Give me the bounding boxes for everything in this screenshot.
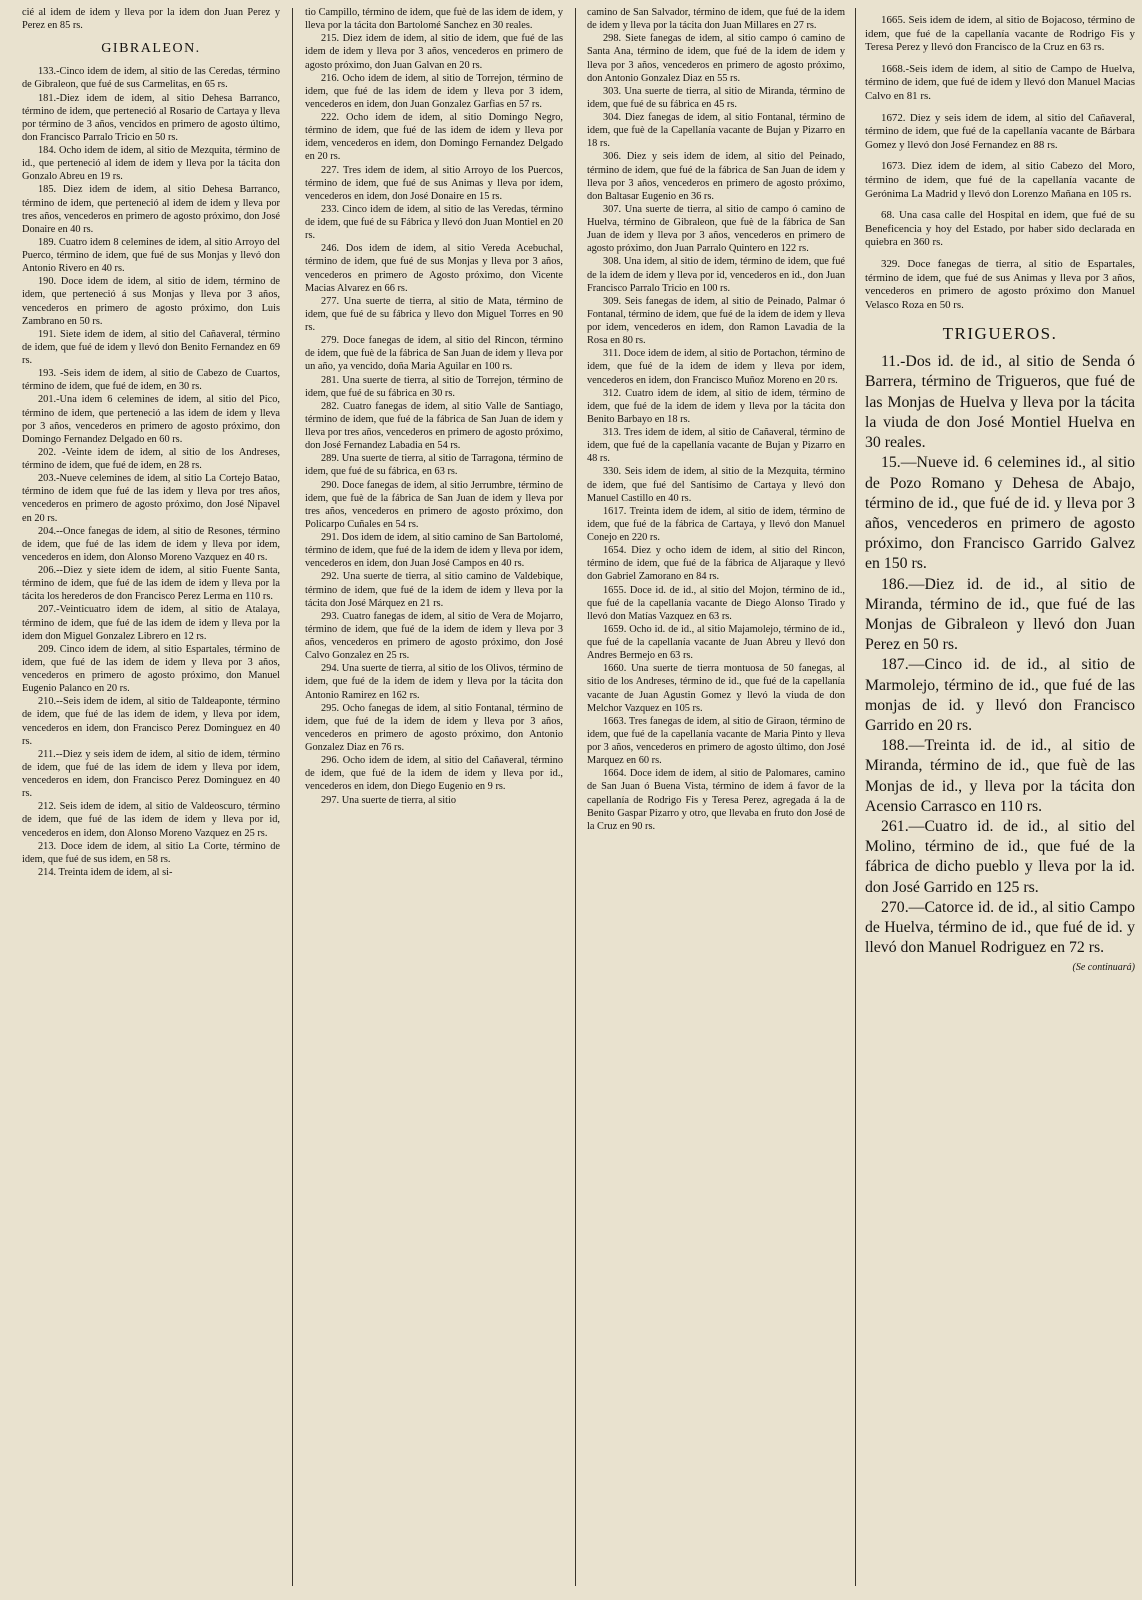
- listing-item: 214. Treinta idem de idem, al si-: [38, 866, 173, 878]
- listing-item: 209. Cinco idem de idem, al sitio Espartales, término de idem, que fué de las idem de idem y lleva por 3 años, vencederos en primero de agosto próximo, don Manuel Eugenio Palanco en 20 rs.: [22, 643, 280, 695]
- listing-item: 187.—Cinco id. de id., al sitio de Marmolejo, término de id., que fué de las monjas de id. y llevó don Francisco Garrido en 20 rs.: [865, 656, 1135, 734]
- paragraph: cié al idem de idem y lleva por la idem don Juan Perez y Perez en 85 rs.: [22, 7, 280, 32]
- section-heading-trigueros: TRIGUEROS.: [942, 324, 1058, 344]
- listing-item: 213. Doce idem de idem, al sitio La Corte, término de idem, que fué de sus idem, en 58 rs.: [22, 840, 280, 865]
- listing-item: 279. Doce fanegas de idem, al sitio del Rincon, término de idem, que fuè de la fábrica de San Juan de idem y lleva por un año, ya vencido, doña Maria Aguilar en 100 rs.: [305, 335, 563, 373]
- listing-item: 210.--Seis idem de idem, al sitio de Taldeaponte, término de idem, que fué de las idem de idem, y lleva por idem, vencederos en idem, don Francisco Perez Dominguez en 40 rs.: [22, 696, 280, 747]
- listing-item: 193. -Seis idem de idem, al sitio de Cabezo de Cuartos, término de idem, que fué de idem, en 30 rs.: [22, 368, 280, 393]
- listing-item: 188.—Treinta id. de id., al sitio de Miranda, término de id., que fuè de las Monjas de id., y lleva por la tácita don Acensio Carrasco en 110 rs.: [865, 737, 1135, 815]
- listing-list: [865, 352, 1135, 958]
- listing-item: 270.—Catorce id. de id., al sitio Campo de Huelva, término de id., que fué de id. y llevó don Manuel Rodriguez en 72 rs.: [865, 898, 1135, 957]
- listing-item: 1655. Doce id. de id., al sitio del Mojon, término de id., que fué de la capellanía vacante de Diego Alonso Tirado y llevó don Matías Vazquez en 63 rs.: [587, 584, 845, 622]
- listing-item: 282. Cuatro fanegas de idem, al sitio Valle de Santiago, término de idem, que fué de la fábrica de San Juan de idem y lleva por tres años, vencederos en primero de agosto próximo, don José Fernandez Labadia en 54 rs.: [305, 400, 563, 452]
- listing-item: 185. Diez idem de idem, al sitio Dehesa Barranco, término de idem, que perteneció al idem de idem y lleva por tres años, vencederos en primero de agosto próximo, don José Donaire en 40 rs.: [22, 184, 280, 235]
- listing-item: 201.-Una idem 6 celemines de idem, al sitio del Pico, término de idem, que perteneció a las idem de idem y lleva por 3 años, vencederos en primero de agosto próximo, don Domingo Fernandez Delgado en 60 rs.: [22, 394, 280, 445]
- listing-item: 1673. Diez idem de idem, al sitio Cabezo del Moro, término de idem, que fué de la capellanía vacante de Gerónima La Madrid y llevó don Lorenzo Mañana en 105 rs.: [865, 160, 1135, 200]
- listing-item: 261.—Cuatro id. de id., al sitio del Molino, término de id., que fué de la fábrica de dicho pueblo y lleva por la id. don José Garrido en 125 rs.: [865, 817, 1135, 896]
- continued-note: (Se continuará): [1072, 962, 1135, 974]
- listing-list: [305, 32, 563, 806]
- listing-item: 312. Cuatro idem de idem, al sitio de idem, término de idem, que fué de la idem de idem y lleva por la tácita don Benito Barbayo en 18 rs.: [587, 387, 845, 425]
- listing-list: [865, 14, 1135, 312]
- listing-item: 11.-Dos id. de id., al sitio de Senda ó Barrera, término de Trigueros, que fué de las Monjas de Huelva y lleva por la tácita la viuda de don José Montiel Huelva en 30 reales.: [865, 353, 1135, 452]
- listing-item: 1617. Treinta idem de idem, al sitio de idem, término de idem, que fué de la fábrica de Cartaya, y llevó don Manuel Conejo en 220 rs.: [587, 505, 845, 543]
- listing-item: 303. Una suerte de tierra, al sitio de Miranda, término de idem, que fué de su fábrica en 45 rs.: [587, 85, 845, 110]
- section-heading-gibraleon: GIBRALEON.: [101, 41, 201, 57]
- listing-item: 204.--Once fanegas de idem, al sitio de Resones, término de idem, que fué de las idem de idem y lleva por idem, vencederos en idem, don Alonso Moreno Vazquez en 40 rs.: [22, 525, 280, 563]
- column-rule: [575, 8, 576, 1586]
- listing-item: 212. Seis idem de idem, al sitio de Valdeoscuro, término de idem, que fué de las idem de idem y lleva por id, vencederos en idem, don Alonso Moreno Vazquez en 25 rs.: [22, 801, 280, 839]
- listing-item: 186.—Diez id. de id., al sitio de Miranda, término de id., que fué de las Monjas de Gibraleon y llevó don Juan Perez en 50 rs.: [865, 575, 1135, 654]
- listing-item: 68. Una casa calle del Hospital en idem, que fué de su Beneficencia y hoy del Estado, por haber sido declarada en quiebra en 360 rs.: [865, 209, 1135, 249]
- listing-item: 246. Dos idem de idem, al sitio Vereda Acebuchal, término de idem, que fué de sus Monjas y lleva por 3 años, vencederos en primero de Agosto próximo, don Vicente Macias Alvarez en 66 rs.: [305, 243, 563, 294]
- listing-item: 293. Cuatro fanegas de idem, al sitio de Vera de Mojarro, término de idem, que fué de la idem de idem y lleva por 3 años, vencederos en primero de agosto próximo, don José Calvo Gonzalez en 25 rs.: [305, 610, 563, 662]
- listing-item: 307. Una suerte de tierra, al sitio de campo ó camino de Huelva, término de Gibraleon, que fuè de la fábrica de San Juan de idem y lleva por 3 años, vencederos en primero de agosto próximo, don Juan Parralo Quintero en 122 rs.: [587, 203, 845, 255]
- listing-item: 313. Tres idem de idem, al sitio de Cañaveral, término de idem, que fué de la capellanía vacante de Bujan y Pizarro en 48 rs.: [587, 427, 845, 465]
- listing-item: 289. Una suerte de tierra, al sitio de Tarragona, término de idem, que fué de su fábrica, en 63 rs.: [305, 453, 563, 478]
- listing-item: 222. Ocho idem de idem, al sitio Domingo Negro, término de idem, que fué de las idem de idem y lleva por idem, vencederos en idem, don Domingo Fernandez Delgado en 20 rs.: [305, 112, 563, 163]
- listing-item: 1664. Doce idem de idem, al sitio de Palomares, camino de San Juan ó Buena Vista, término de idem á favor de la capellanía de Rodrigo Fis y Teresa Perez, agregada á la de Benito Gaspar Pizarro y otro, que llevaba en fruto don José de la Cruz en 90 rs.: [587, 768, 845, 832]
- column-4: [865, 6, 1135, 973]
- column-rule: [855, 8, 856, 1586]
- listing-item: 306. Diez y seis idem de idem, al sitio del Peinado, término de idem, que fué de la fábrica de San Juan de idem y lleva por 3 años, vencederos en primero de agosto próximo, don Baltasar Eugenio en 36 rs.: [587, 151, 845, 202]
- listing-item: 1668.-Seis idem de idem, al sitio de Campo de Huelva, término de idem, que fué de idem y llevó don Manuel Macias Calvo en 81 rs.: [865, 62, 1135, 102]
- listing-item: 191. Siete idem de idem, al sitio del Cañaveral, término de idem, que fué de idem y llevó don Benito Fernandez en 69 rs.: [22, 328, 280, 366]
- listing-item: 181.-Diez idem de idem, al sitio Dehesa Barranco, término de idem, que perteneció al Rosario de Cartaya y lleva por término de 3 años, vencidos en primero de agosto último, don Francisco Parralo Tricio en 50 rs.: [22, 92, 280, 143]
- listing-item: 1659. Ocho id. de id., al sitio Majamolejo, término de id., que fué de la capellanía vacante de Juan Abreu y llevó don Andres Bermejo en 63 rs.: [587, 623, 845, 662]
- listing-item: 1660. Una suerte de tierra montuosa de 50 fanegas, al sitio de los Andreses, término de id., que fué de la capellanía vacante de Juan Agustin Gomez y llevó la viuda de don Melchor Vazquez en 105 rs.: [587, 663, 845, 714]
- newspaper-page: [22, 6, 1135, 1594]
- listing-item: 133.-Cinco idem de idem, al sitio de las Ceredas, término de Gibraleon, que fué de sus Carmelitas, en 65 rs.: [22, 66, 280, 91]
- listing-item: 330. Seis idem de idem, al sitio de la Mezquita, término de idem, que fué del Santísimo de Cartaya y llevó don Manuel Castillo en 40 rs.: [587, 466, 845, 504]
- listing-item: 290. Doce fanegas de idem, al sitio Jerrumbre, término de idem, que fuè de la fábrica de San Juan de idem y lleva por tres años, vencederos en primero de agosto próximo, don Policarpo Cuñales en 54 rs.: [305, 479, 563, 530]
- listing-item: 277. Una suerte de tierra, al sitio de Mata, término de idem, que fué de su fábrica y llevo don Miguel Torres en 90 rs.: [305, 295, 563, 333]
- listing-item: 206.--Diez y siete idem de idem, al sitio Fuente Santa, término de idem, que fué de las idem de idem y lleva por la tácita los herederos de don Francisco Perez Lerma en 110 rs.: [22, 565, 280, 603]
- column-2: [305, 6, 563, 807]
- paragraph: tio Campillo, término de idem, que fuè de las idem de idem, y lleva por la tácita don Bartolomé Sanchez en 30 reales.: [305, 7, 563, 32]
- listing-item: 281. Una suerte de tierra, al sitio de Torrejon, término de idem, que fué de su fábrica en 30 rs.: [305, 374, 563, 399]
- listing-item: 184. Ocho idem de idem, al sitio de Mezquita, término de id., que perteneció al idem de idem y lleva por la tácita don Gonzalo Abreu en 19 rs.: [22, 145, 280, 183]
- listing-item: 311. Doce idem de idem, al sitio de Portachon, término de idem, que fué de la idem de idem y lleva por idem, vencederos en idem, don Francisco Muñoz Moreno en 20 rs.: [587, 348, 845, 386]
- listing-item: 291. Dos idem de idem, al sitio camino de San Bartolomé, término de idem, que fué de la idem de idem y lleva por idem, vencederos en idem, don Juan José Campos en 40 rs.: [305, 532, 563, 570]
- listing-item: 233. Cinco idem de idem, al sitio de las Veredas, término de idem, que fué de su Fábrica y llevó don Juan Montiel en 20 rs.: [305, 203, 563, 242]
- listing-item: 1654. Diez y ocho idem de idem, al sitio del Rincon, término de idem, que fué de la fábrica de Aljaraque y llevó don Gabriel Zamorano en 84 rs.: [587, 545, 845, 583]
- listing-item: 304. Diez fanegas de idem, al sitio Fontanal, término de idem, que fuè de la Capellanía vacante de Bujan y Pizarro en 18 rs.: [587, 112, 845, 150]
- listing-item: 211.--Diez y seis idem de idem, al sitio de idem, término de idem, que fué de las idem de idem y lleva por idem, vencederos en idem, don Francisco Perez Dominguez en 40 rs.: [22, 748, 280, 800]
- column-rule: [292, 8, 293, 1586]
- listing-item: 298. Siete fanegas de idem, al sitio campo ó camino de Santa Ana, término de idem, que fué de la idem de idem y lleva por 3 años, vencederos en primero de agosto próximo, don Antonio Gonzalez Diaz en 55 rs.: [587, 33, 845, 84]
- listing-item: 297. Una suerte de tierra, al sitio: [321, 794, 456, 806]
- listing-item: 207.-Veinticuatro idem de idem, al sitio de Atalaya, término de idem, que fué de las idem de idem y lleva por la idem don Miguel Gonzalez Librero en 12 rs.: [22, 604, 280, 642]
- listing-item: 1663. Tres fanegas de idem, al sitio de Giraon, término de idem, que fué de la capellanía vacante de Maria Pinto y lleva por 3 años, vencederos en primero de agosto último, don José Marquez en 60 rs.: [587, 715, 845, 767]
- listing-item: 189. Cuatro idem 8 celemines de idem, al sitio Arroyo del Puerco, término de idem, que fué de sus Monjas y llevó don Antonio Rivero en 40 rs.: [22, 236, 280, 275]
- listing-item: 294. Una suerte de tierra, al sitio de los Olivos, término de idem, que fué de la idem de idem y lleva por la tácita don Antonio Ramirez en 162 rs.: [305, 663, 563, 701]
- listing-item: 296. Ocho idem de idem, al sitio del Cañaveral, término de idem, que fué de la idem de idem y lleva por id., vencederos en idem, don Diego Eugenio en 9 rs.: [305, 755, 563, 793]
- column-1: [22, 6, 280, 879]
- listing-item: 203.-Nueve celemines de idem, al sitio La Cortejo Batao, término de idem que fué de las idem y lleva por tres años, vencederos en primero de agosto próximo, don José Nipavel en 20 rs.: [22, 473, 280, 524]
- listing-item: 215. Diez idem de idem, al sitio de idem, que fué de las idem de idem y lleva por 3 años, vencederos en primero de agosto próximo, don Juan Galvan en 20 rs.: [305, 33, 563, 71]
- listing-item: 309. Seis fanegas de idem, al sitio de Peinado, Palmar ó Fontanal, término de idem, que fué de la idem de idem y lleva por idem, vencederos en idem, don Ramon Lavadia de la Rosa en 80 rs.: [587, 295, 845, 347]
- listing-list: [587, 32, 845, 833]
- listing-item: 295. Ocho fanegas de idem, al sitio Fontanal, término de idem, que fué de la idem de idem y lleva por 3 años, vencederos en primero de agosto próximo, don Antonio Gonzalez Diaz en 76 rs.: [305, 702, 563, 753]
- listing-item: 15.—Nueve id. 6 celemines id., al sitio de Pozo Romano y Dehesa de Abajo, término de id., que fué de id. y lleva por 3 años, vencederos en primero de agosto próximo, don Francisco Garrido Galvez en 150 rs.: [865, 454, 1135, 573]
- column-3: [587, 6, 845, 833]
- listing-item: 292. Una suerte de tierra, al sitio camino de Valdebique, término de idem, que fué de la idem de idem y lleva por la tácita don José Márquez en 21 rs.: [305, 571, 563, 609]
- listing-item: 308. Una idem, al sitio de idem, término de idem, que fué de la idem de idem y lleva por id, vencederos en id., don Juan Francisco Parralo Tricio en 100 rs.: [587, 256, 845, 294]
- paragraph: camino de San Salvador, término de idem, que fué de la idem de idem y lleva por la tácita don Juan Millares en 27 rs.: [587, 7, 845, 32]
- listing-item: 216. Ocho idem de idem, al sitio de Torrejon, término de idem, que fué de las idem de idem y lleva por 3 idem, vencederos en idem, don Juan Gonzalez Garfias en 57 rs.: [305, 72, 563, 110]
- listing-item: 1665. Seis idem de idem, al sitio de Bojacoso, término de idem, que fué de la capellanía vacante de Rodrigo Fis y Teresa Perez y llevó don Francisco de la Cruz en 63 rs.: [865, 14, 1135, 54]
- listing-item: 190. Doce idem de idem, al sitio de idem, término de idem, que perteneció á sus Monjas y lleva por 3 años, vencederos en primero de agosto próximo, don Luis Zambrano en 50 rs.: [22, 276, 280, 327]
- listing-item: 329. Doce fanegas de tierra, al sitio de Espartales, término de idem, que fué de sus Animas y lleva por 3 años, vencederos en primero de agosto próximo don Manuel Velasco Roza en 50 rs.: [865, 257, 1135, 311]
- listing-item: 1672. Diez y seis idem de idem, al sitio del Cañaveral, término de idem, que fué de la capellanía vacante de Bárbara Gomez y llevó don José Fernandez en 88 rs.: [865, 111, 1135, 151]
- listing-list: [22, 65, 280, 879]
- listing-item: 202. -Veinte idem de idem, al sitio de los Andreses, término de idem, que fué de idem, en 28 rs.: [22, 446, 280, 471]
- listing-item: 227. Tres idem de idem, al sitio Arroyo de los Puercos, término de idem, que fué de sus Animas y lleva por idem, vencederos en idem, don José Donaire en 15 rs.: [305, 164, 563, 202]
